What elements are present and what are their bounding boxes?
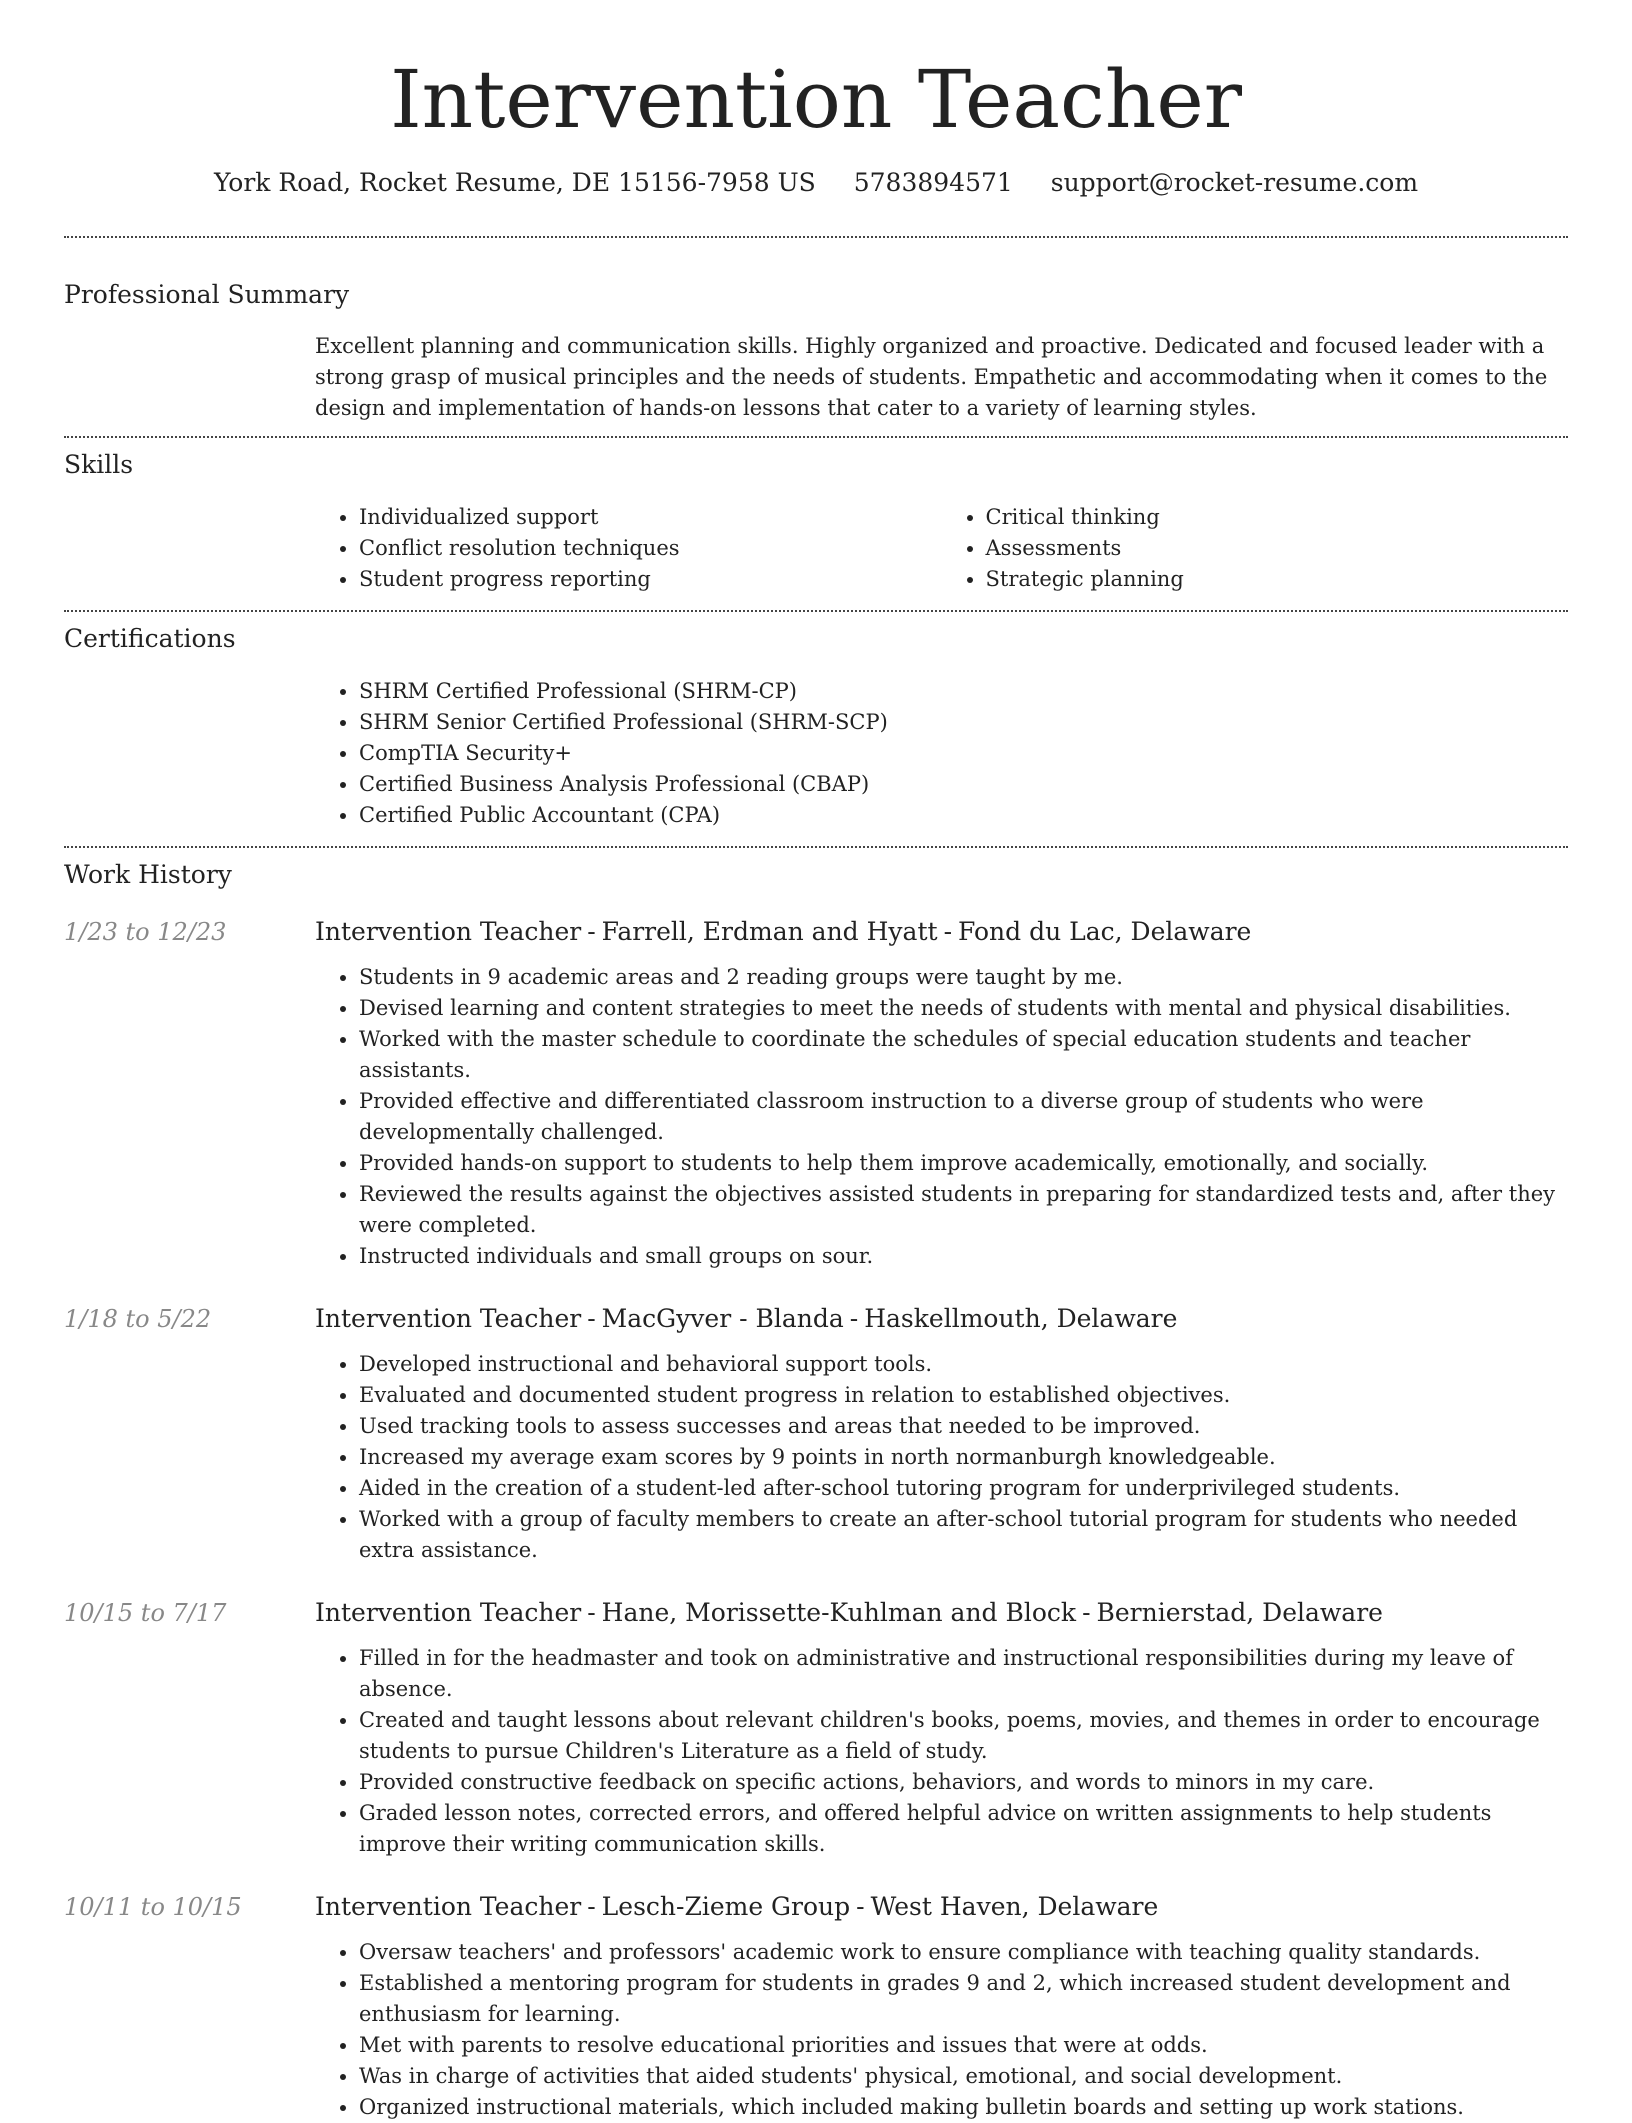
job-role: Intervention Teacher [315,1304,582,1333]
contact-line [64,166,1568,200]
job-bullet: • Worked with a group of faculty members to create an after-school tutorial program for students who needed extra assistance. [359,1504,1568,1566]
job-location: West Haven, Delaware [870,1892,1159,1921]
job-bullet: • Organized instructional materials, which included making bulletin boards and setting up work stations. [359,2092,1568,2123]
job-bullet: • Was in charge of activities that aided students' physical, emotional, and social development. [359,2061,1568,2092]
job-heading: Intervention Teacher - Hane, Morissette-Kuhlman and Block - Bernierstad, Delaware [315,1598,1383,1627]
job-bullet: • Evaluated and documented student progress in relation to established objectives. [359,1380,1568,1411]
job-location: Bernierstad, Delaware [1096,1598,1383,1627]
skills-list [315,502,1568,610]
job-bullets [315,1937,1568,2123]
contact-email: support@rocket-resume.com [1050,168,1419,197]
resume-page [64,0,1568,2123]
certification-item: • CompTIA Security+ [359,738,1568,769]
skills-column-left [315,502,942,595]
job-bullet: • Oversaw teachers' and professors' academic work to ensure compliance with teaching quality standards. [359,1937,1568,1968]
job-bullet: • Created and taught lessons about relevant children's books, poems, movies, and themes in order to encourage students to pursue Children's Literature as a field of study. [359,1705,1568,1767]
job-bullet: • Students in 9 academic areas and 2 reading groups were taught by me. [359,962,1568,993]
skill-item: • Student progress reporting [359,564,942,595]
job-dates: 1/18 to 5/22 [64,1305,212,1333]
job-role: Intervention Teacher [315,1598,582,1627]
job-bullet: • Provided effective and differentiated classroom instruction to a diverse group of students who were developmentally challenged. [359,1086,1568,1148]
section-title-work-history: Work History [64,860,232,889]
job-bullet: • Worked with the master schedule to coordinate the schedules of special education students and teacher assistants. [359,1024,1568,1086]
job-bullets [315,962,1568,1272]
skill-item: • Strategic planning [986,564,1569,595]
job-entry [64,1890,1568,2123]
job-bullet: • Devised learning and content strategies to meet the needs of students with mental and physical disabilities. [359,993,1568,1024]
certification-item: • Certified Public Accountant (CPA) [359,800,1568,831]
job-bullet: • Developed instructional and behavioral support tools. [359,1349,1568,1380]
job-entry [64,915,1568,1272]
job-bullet: • Instructed individuals and small groups on sour. [359,1241,1568,1272]
certification-item: • Certified Business Analysis Professional (CBAP) [359,769,1568,800]
job-bullet: • Aided in the creation of a student-led after-school tutoring program for underprivileged students. [359,1473,1568,1504]
job-company: Farrell, Erdman and Hyatt [601,917,938,946]
job-role: Intervention Teacher [315,1892,582,1921]
skill-item: • Conflict resolution techniques [359,533,942,564]
certifications-list [315,676,1568,846]
job-bullet: • Provided constructive feedback on specific actions, behaviors, and words to minors in my care. [359,1767,1568,1798]
job-dates: 10/15 to 7/17 [64,1599,227,1627]
job-location: Fond du Lac, Delaware [958,917,1252,946]
job-details [315,1890,1568,2123]
job-details [315,915,1568,1272]
job-bullet: • Established a mentoring program for students in grades 9 and 2, which increased student development and enthusiasm for learning. [359,1968,1568,2030]
skill-item: • Assessments [986,533,1569,564]
certifications-section [64,612,1568,846]
resume-name: Intervention Teacher [390,53,1242,146]
contact-address: York Road, Rocket Resume, DE 15156-7958 US [213,168,816,197]
job-heading: Intervention Teacher - Farrell, Erdman and Hyatt - Fond du Lac, Delaware [315,917,1252,946]
job-bullet: • Used tracking tools to assess successes and areas that needed to be improved. [359,1411,1568,1442]
job-bullet: • Graded lesson notes, corrected errors, and offered helpful advice on written assignments to help students improve their writing communication skills. [359,1798,1568,1860]
job-details [315,1302,1568,1566]
section-title-certifications: Certifications [64,624,236,653]
section-title-summary: Professional Summary [64,280,350,309]
job-bullet: • Filled in for the headmaster and took on administrative and instructional responsibilities during my leave of absence. [359,1643,1568,1705]
job-dates: 10/11 to 10/15 [64,1893,242,1921]
job-details [315,1596,1568,1860]
summary-section [64,238,1568,436]
job-company: Lesch-Zieme Group [601,1892,851,1921]
certification-item: • SHRM Certified Professional (SHRM-CP) [359,676,1568,707]
job-entry [64,1596,1568,1860]
certification-item: • SHRM Senior Certified Professional (SHRM-SCP) [359,707,1568,738]
job-company: Hane, Morissette-Kuhlman and Block [601,1598,1077,1627]
job-company: MacGyver - Blanda [601,1304,844,1333]
job-entry [64,1302,1568,1566]
job-heading: Intervention Teacher - Lesch-Zieme Group - West Haven, Delaware [315,1892,1159,1921]
job-role: Intervention Teacher [315,917,582,946]
section-title-skills: Skills [64,450,134,479]
skills-section [64,438,1568,610]
summary-text: Excellent planning and communication skills. Highly organized and proactive. Dedicated and focused leader with a strong grasp of musical principles and the needs of students. Empathetic and accommodating when it comes to the design and implementation of hands-on lessons that cater to a variety of learning styles. [315,334,1548,420]
contact-phone: 5783894571 [853,168,1013,197]
job-bullet: • Met with parents to resolve educational priorities and issues that were at odds. [359,2030,1568,2061]
job-bullet: • Reviewed the results against the objectives assisted students in preparing for standardized tests and, after they were completed. [359,1179,1568,1241]
job-bullet: • Increased my average exam scores by 9 points in north normanburgh knowledgeable. [359,1442,1568,1473]
skill-item: • Individualized support [359,502,942,533]
job-bullet: • Provided hands-on support to students to help them improve academically, emotionally, and socially. [359,1148,1568,1179]
job-heading: Intervention Teacher - MacGyver - Blanda - Haskellmouth, Delaware [315,1304,1178,1333]
job-dates: 1/23 to 12/23 [64,918,227,946]
job-location: Haskellmouth, Delaware [864,1304,1178,1333]
work-history-section [64,848,1568,2123]
skill-item: • Critical thinking [986,502,1569,533]
job-bullets [315,1643,1568,1860]
skills-column-right [942,502,1569,595]
job-bullets [315,1349,1568,1566]
